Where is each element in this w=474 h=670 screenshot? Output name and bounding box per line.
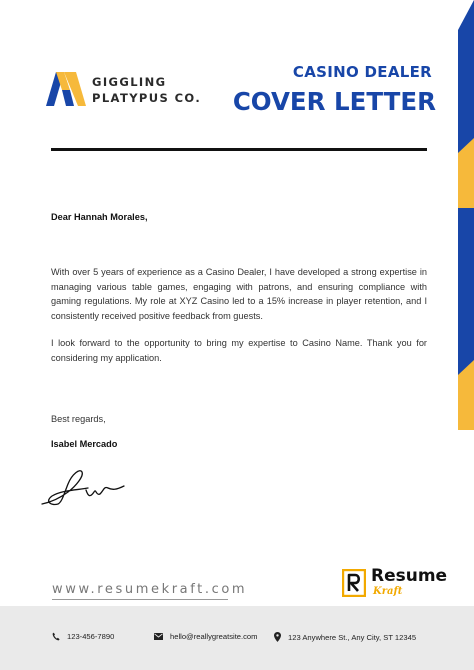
brand-name: Resume <box>371 566 448 586</box>
website-underline <box>52 599 228 600</box>
contact-email <box>154 632 257 641</box>
email-icon <box>154 633 163 640</box>
company-name <box>92 74 201 106</box>
letter-paragraph-2: I look forward to the opportunity to bring my expertise to Casino Name. Thank you for considering my application. <box>51 338 427 363</box>
letter-paragraph-1: With over 5 years of experience as a Casino Dealer, I have developed a strong expertise in managing various table games, engaging with patrons, and ensuring compliance with gaming regulations. My role at XYZ Casino led to a 15% increase in player retention, and I consistently received positive feedback from guests. <box>51 267 427 321</box>
side-stripe-blue <box>458 0 474 420</box>
resumekraft-mark-icon <box>342 569 366 597</box>
closing: Best regards, <box>51 414 106 424</box>
signer-name: Isabel Mercado <box>51 439 118 449</box>
postal-address: 123 Anywhere St., Any City, ST 12345 <box>288 632 417 642</box>
phone-icon <box>52 632 60 641</box>
job-role: CASINO DEALER <box>292 63 432 81</box>
document-title: COVER LETTER <box>232 87 436 116</box>
company-name-line2: PLATYPUS CO. <box>92 91 202 105</box>
salutation: Dear Hannah Morales, <box>51 212 148 222</box>
signature-icon <box>38 468 134 510</box>
header-divider <box>51 148 427 151</box>
contact-address <box>274 632 416 642</box>
company-name-line1: GIGGLING <box>92 75 167 89</box>
resumekraft-logo <box>342 568 446 600</box>
email-address[interactable]: hello@reallygreatsite.com <box>170 632 258 641</box>
brand-sub: Kraft <box>373 586 403 597</box>
website-link[interactable]: www.resumekraft.com <box>52 582 248 597</box>
phone-number: 123-456-7890 <box>67 632 115 641</box>
contact-phone <box>52 632 114 641</box>
company-logo-icon <box>46 64 86 106</box>
location-pin-icon <box>274 632 281 642</box>
